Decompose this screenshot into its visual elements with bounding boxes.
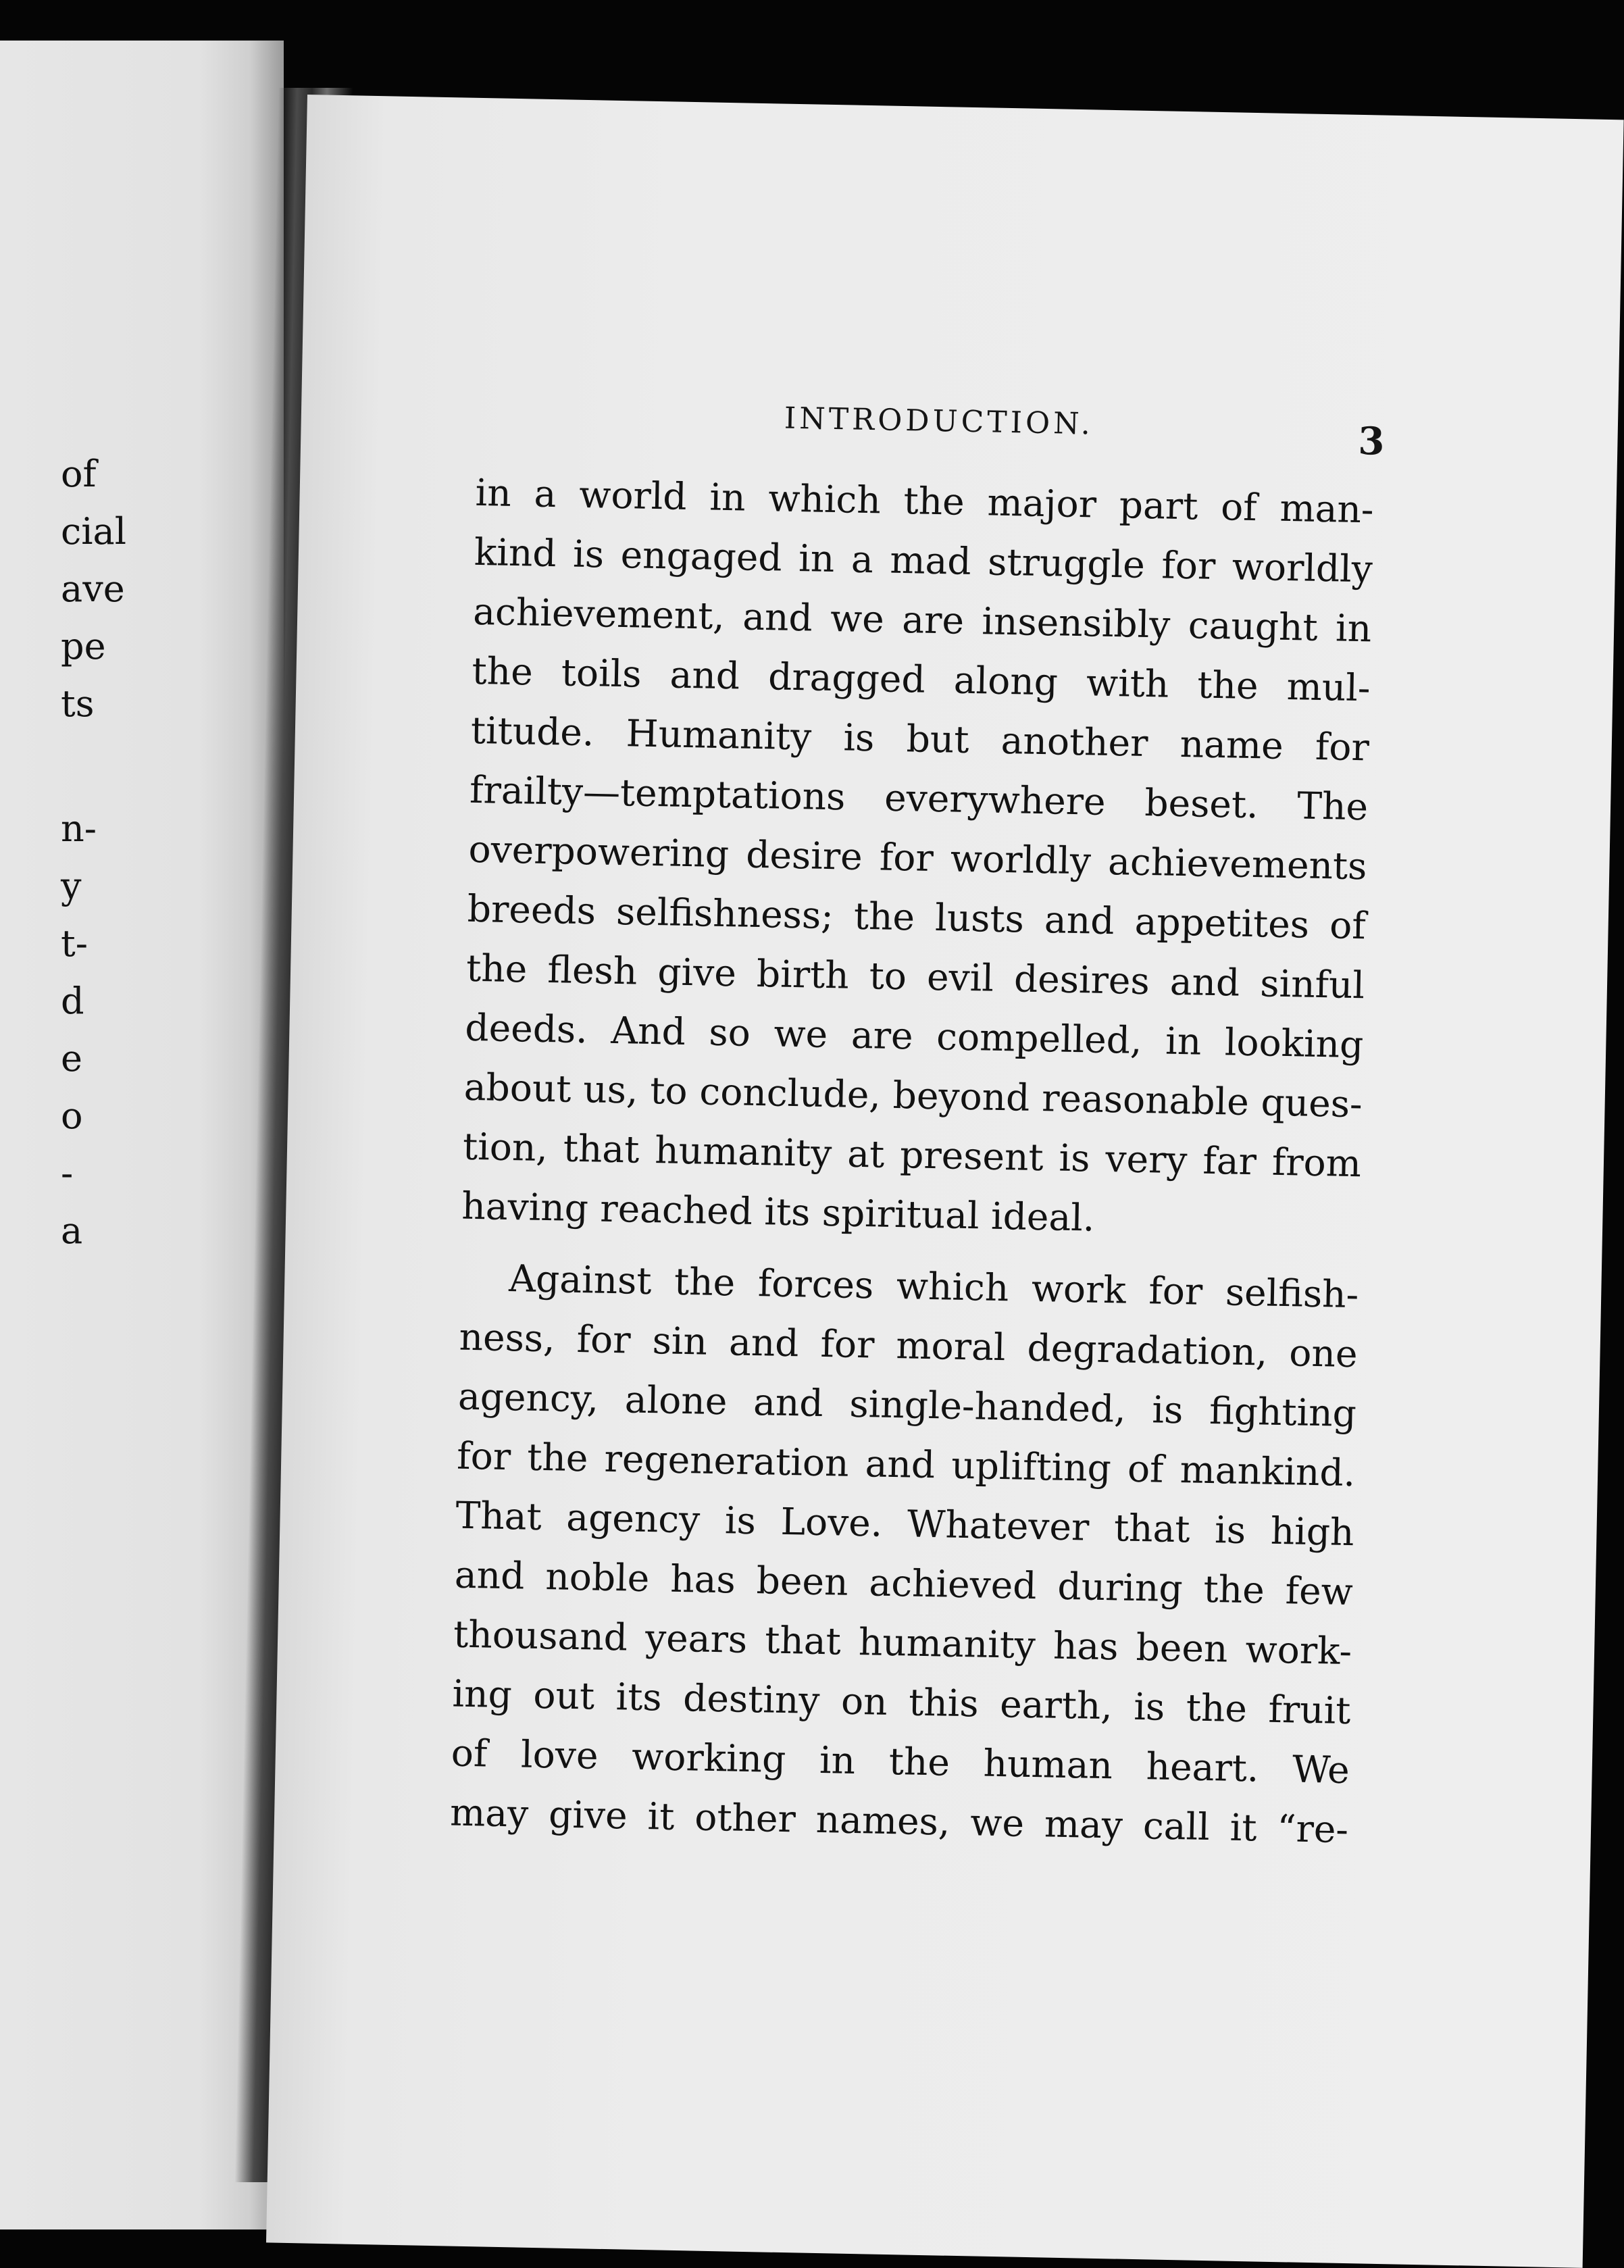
text-line: agency, alone and single-handed, is fighting — [457, 1374, 1357, 1436]
page-number: 3 — [1357, 418, 1386, 464]
left-fragment: a — [61, 1209, 83, 1252]
text-line: achievement, and we are insensibly caught in — [472, 589, 1372, 651]
text-line: for the regeneration and uplifting of mankind. — [456, 1434, 1356, 1495]
text-line: frailty—temptations everywhere beset. The — [469, 767, 1369, 829]
text-line: That agency is Love. Whatever that is high — [455, 1493, 1355, 1555]
left-fragment: y — [61, 865, 82, 907]
left-fragment: of — [61, 453, 97, 495]
left-fragment: d — [61, 980, 84, 1022]
text-line: Against the forces which work for selfish- — [508, 1257, 1359, 1317]
left-fragment: t- — [61, 922, 88, 965]
left-fragment: ave — [61, 568, 125, 610]
left-fragment: o — [61, 1094, 83, 1137]
left-fragment: - — [61, 1152, 74, 1194]
left-fragment: pe — [61, 625, 106, 667]
text-line: ing out its destiny on this earth, is the fruit — [451, 1671, 1351, 1733]
text-line: the toils and dragged along with the mul- — [472, 649, 1371, 710]
paragraph — [449, 1248, 1359, 1859]
left-fragment: ts — [61, 682, 95, 725]
text-line: having reached its spiritual ideal. — [461, 1184, 1095, 1240]
text-line: of love working in the human heart. We — [451, 1731, 1350, 1792]
book-page — [266, 95, 1624, 2268]
running-head: INTRODUCTION. — [784, 401, 1094, 442]
text-line: deeds. And so we are compelled, in looking — [464, 1005, 1364, 1067]
body-text — [449, 463, 1374, 1859]
left-fragment: cial — [61, 510, 126, 553]
text-line: may give it other names, we may call it “re- — [449, 1790, 1349, 1852]
text-line: about us, to conclude, beyond reasonable ques- — [463, 1065, 1363, 1126]
text-line: the flesh give birth to evil desires and sinful — [465, 946, 1365, 1007]
paragraph — [461, 463, 1375, 1253]
text-line: ness, for sin and for moral degradation, one — [459, 1315, 1359, 1376]
text-line: breeds selfishness; the lusts and appetites of — [467, 886, 1367, 948]
text-line: kind is engaged in a mad struggle for worldly — [474, 530, 1373, 591]
text-line: thousand years that humanity has been work- — [453, 1612, 1352, 1673]
text-line: titude. Humanity is but another name for — [470, 708, 1370, 770]
text-line: tion, that humanity at present is very far from — [462, 1124, 1362, 1186]
left-fragment: n- — [61, 807, 97, 850]
left-fragment: e — [61, 1037, 82, 1080]
text-line: in a world in which the major part of man- — [475, 470, 1375, 532]
text-line: and noble has been achieved during the few — [454, 1553, 1354, 1614]
text-line: overpowering desire for worldly achievements — [467, 827, 1367, 888]
